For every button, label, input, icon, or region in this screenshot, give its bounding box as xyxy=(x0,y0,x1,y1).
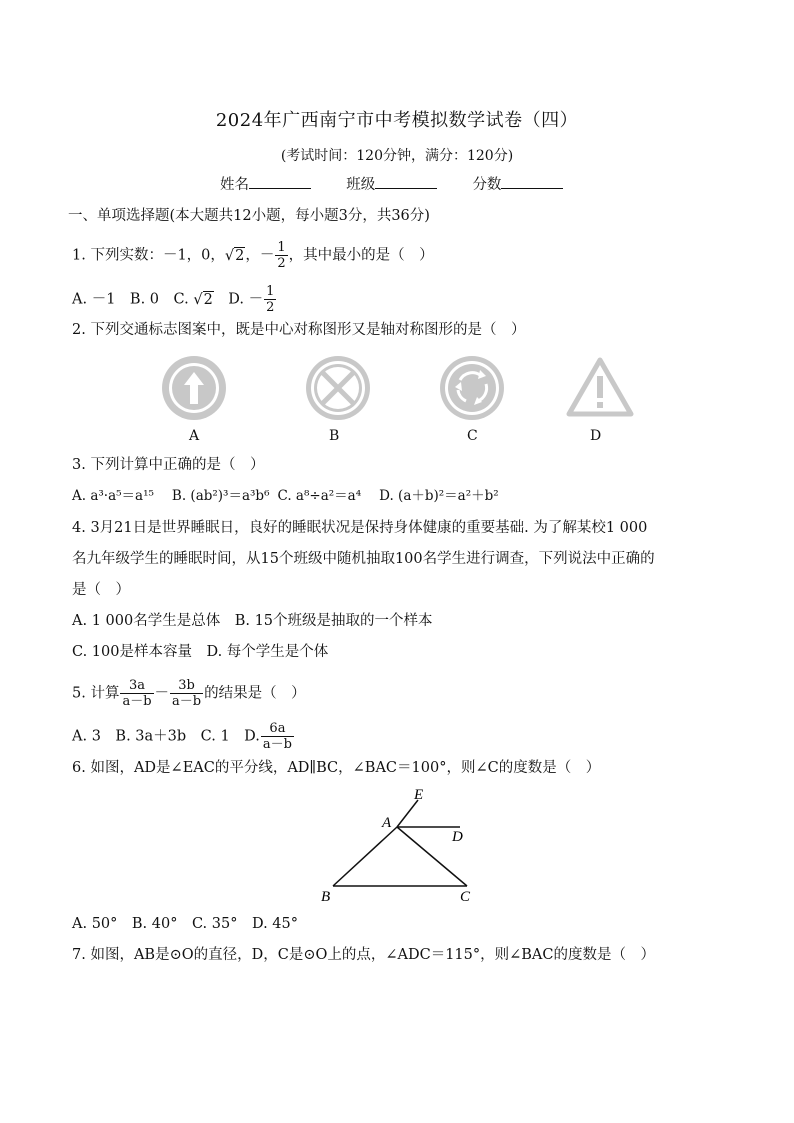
ray-ae xyxy=(397,800,418,827)
q1-opt-d-fraction: $\frac{1}{2}$ xyxy=(266,284,275,315)
question-2: 2. 下列交通标志图案中，既是中心对称图形又是轴对称图形的是（ ） xyxy=(72,322,526,338)
q1-prefix: 1. 下列实数：－1，0， xyxy=(72,247,225,264)
question-4-line-2: 名九年级学生的睡眠时间，从15个班级中随机抽取100名学生进行调查，下列说法中正确的 xyxy=(72,551,655,567)
sign-label-d: D xyxy=(590,428,602,444)
segment-ab xyxy=(333,827,397,886)
point-c-label: C xyxy=(460,889,471,905)
sign-label-b: B xyxy=(329,428,340,444)
q5-suffix: 的结果是（ ） xyxy=(204,685,306,702)
q3-option-a: A. a³·a⁵＝a¹⁵ xyxy=(72,488,154,504)
traffic-signs-figure xyxy=(0,354,794,424)
question-7: 7. 如图，AB是⊙O的直径，D，C是⊙O上的点，∠ADC＝115°，则∠BAC的度数是（ ） xyxy=(72,947,655,963)
question-4-options-2: C. 100是样本容量 D. 每个学生是个体 xyxy=(72,644,329,660)
class-blank xyxy=(375,174,437,189)
q1-opt-d-pre: D. － xyxy=(213,291,264,308)
q3-option-d: D. (a＋b)²＝a²＋b² xyxy=(379,488,499,504)
question-4-options-1: A. 1 000名学生是总体 B. 15个班级是抽取的一个样本 xyxy=(72,613,433,629)
q3-option-c: C. a⁸÷a²＝a⁴ xyxy=(277,488,362,504)
name-blank xyxy=(249,174,311,189)
question-3-options xyxy=(72,486,499,506)
question-6-options: A. 50° B. 40° C. 35° D. 45° xyxy=(72,916,298,932)
q1-opt-c-sqrt: √2 xyxy=(193,291,213,308)
sign-label-c: C xyxy=(467,428,478,444)
q5-fraction-2: $\frac{3b}{a-b}$ xyxy=(172,678,202,709)
q1-fraction: $\frac{1}{2}$ xyxy=(277,240,286,271)
q1-sep: ，－ xyxy=(245,247,275,264)
point-a-label: A xyxy=(382,815,392,831)
no-entry-x-sign-icon xyxy=(306,356,370,420)
triangle-figure xyxy=(0,780,794,910)
arrow-up-sign-icon xyxy=(162,356,226,420)
name-label: 姓名 xyxy=(220,177,249,193)
score-label: 分数 xyxy=(472,177,502,193)
q5-opts-pre: A. 3 B. 3a＋3b C. 1 D. xyxy=(72,728,260,745)
section-heading: 一、单项选择题(本大题共12小题，每小题3分，共36分) xyxy=(68,208,430,224)
question-6: 6. 如图，AD是∠EAC的平分线，AD∥BC，∠BAC＝100°，则∠C的度数是（ ） xyxy=(72,760,601,776)
question-1-options xyxy=(72,284,277,315)
point-e-label: E xyxy=(414,787,424,803)
roundabout-sign-icon xyxy=(440,356,504,420)
point-d-label: D xyxy=(452,829,463,845)
q5-prefix: 5. 计算 xyxy=(72,685,120,702)
q3-option-b: B. (ab²)³＝a³b⁶ xyxy=(171,488,270,504)
student-info-row xyxy=(220,174,563,195)
q5-fraction-1: $\frac{3a}{a-b}$ xyxy=(122,678,152,709)
q1-suffix: ，其中最小的是（ ） xyxy=(288,247,434,264)
warning-triangle-sign-icon xyxy=(569,360,631,414)
exam-title: 2024年广西南宁市中考模拟数学试卷（四） xyxy=(215,110,579,131)
q1-opts-pre: A. －1 B. 0 C. xyxy=(72,291,194,308)
question-5-options xyxy=(72,721,295,752)
q1-sqrt: √2 xyxy=(224,247,245,264)
class-label: 班级 xyxy=(346,177,376,193)
question-4-line-1: 4. 3月21日是世界睡眠日，良好的睡眠状况是保持身体健康的重要基础. 为了解某校1 000 xyxy=(72,520,648,536)
question-3: 3. 下列计算中正确的是（ ） xyxy=(72,457,265,473)
question-4-line-3: 是（ ） xyxy=(72,582,130,598)
q5-minus: － xyxy=(154,685,170,702)
sign-label-a: A xyxy=(189,428,200,444)
question-5 xyxy=(72,678,306,709)
score-blank xyxy=(501,174,563,189)
point-b-label: B xyxy=(321,889,331,905)
q5-option-d-fraction: $\frac{6a}{a-b}$ xyxy=(262,721,292,752)
question-1 xyxy=(72,240,434,271)
exam-subtitle: (考试时间：120分钟，满分：120分) xyxy=(280,148,514,164)
